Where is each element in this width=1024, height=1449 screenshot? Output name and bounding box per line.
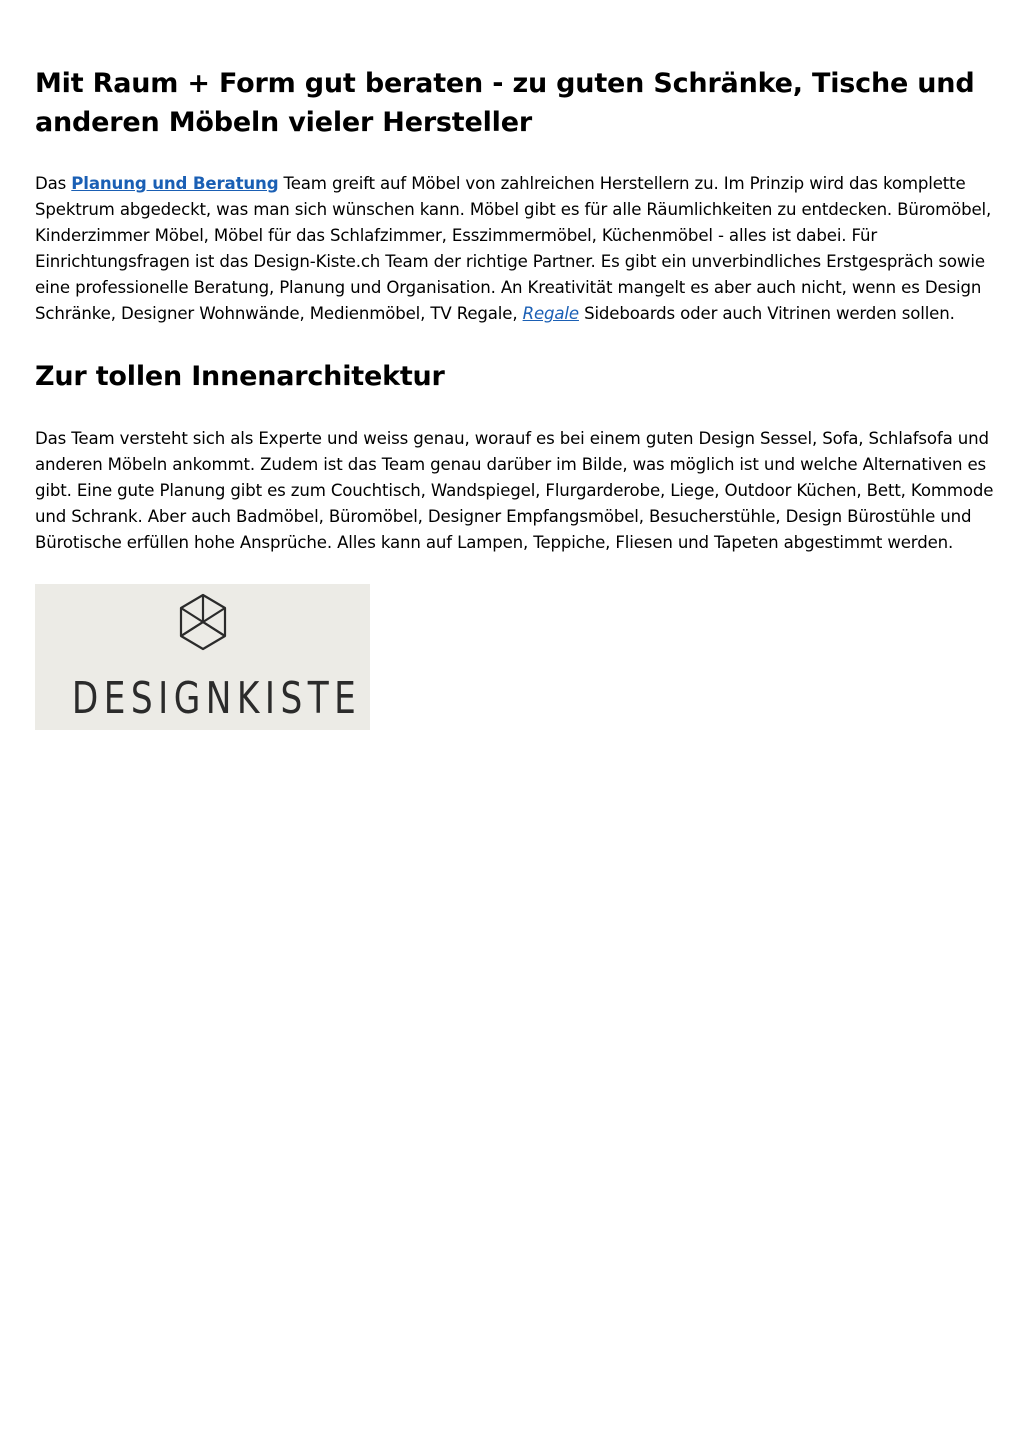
page-title: Mit Raum + Form gut beraten - zu guten Schränke, Tische und anderen Möbeln vieler Hersteller xyxy=(35,68,975,138)
section-heading: Zur tollen Innenarchitektur xyxy=(35,361,445,392)
intro-paragraph xyxy=(35,171,995,327)
logo-wordmark: DESIGNKISTE xyxy=(71,673,362,724)
designkiste-logo xyxy=(35,584,370,730)
intro-suffix: Sideboards oder auch Vitrinen werden sollen. xyxy=(578,304,955,323)
document-page xyxy=(35,0,995,730)
planung-beratung-link[interactable]: Planung und Beratung xyxy=(71,174,279,193)
architecture-paragraph: Das Team versteht sich als Experte und weiss genau, worauf es bei einem guten Design Sessel, Sofa, Schlafsofa und anderen Möbeln ankommt. Zudem ist das Team genau darüber im Bilde, was möglich ist und welche Alternativen es gibt. Eine gute Planung gibt es zum Couchtisch, Wandspiegel, Flurgarderobe, Liege, Outdoor Küchen, Bett, Kommode und Schrank. Aber auch Badmöbel, Büromöbel, Designer Empfangsmöbel, Besucherstühle, Design Bürostühle und Bürotische erfüllen hohe Ansprüche. Alles kann auf Lampen, Teppiche, Fliesen und Tapeten abgestimmt werden. xyxy=(35,429,994,552)
intro-middle: Team greift auf Möbel von zahlreichen Herstellern zu. Im Prinzip wird das komplette Spektrum abgedeckt, was man sich wünschen kann. Möbel gibt es für alle Räumlichkeiten zu entdecken. Büromöbel, Kinderzimmer Möbel, Möbel für das Schlafzimmer, Esszimmermöbel, Küchenmöbel - alles ist dabei. Für Einrichtungsfragen ist das Design-Kiste.ch Team der richtige Partner. Es gibt ein unverbindliches Erstgespräch sowie eine professionelle Beratung, Planung und Organisation. An Kreativität mangelt es aber auch nicht, wenn es Design Schränke, Designer Wohnwände, Medienmöbel, TV Regale, xyxy=(35,174,992,323)
intro-prefix: Das xyxy=(35,174,72,193)
regale-link[interactable]: Regale xyxy=(522,304,579,323)
cube-icon xyxy=(178,593,228,651)
